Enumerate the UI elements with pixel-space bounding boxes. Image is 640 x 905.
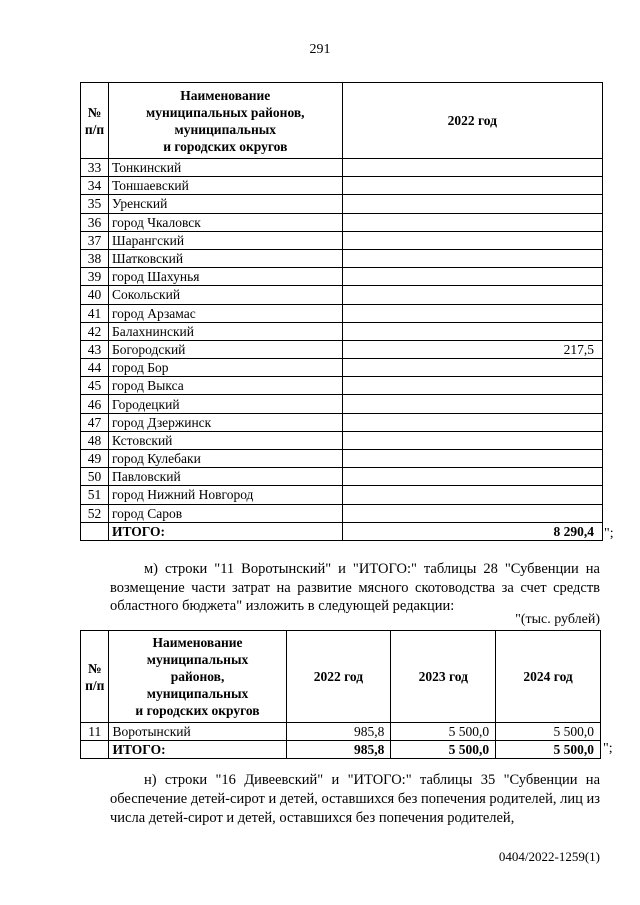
header-name: Наименование муниципальных районов, муниципальных и городских округов (109, 631, 286, 723)
row-value (342, 159, 602, 177)
row-number: 43 (81, 340, 109, 358)
row-value (342, 268, 602, 286)
row-number: 51 (81, 486, 109, 504)
total-value: 8 290,4 (342, 522, 602, 540)
row-value (342, 395, 602, 413)
row-name: город Кулебаки (108, 450, 342, 468)
row-value (342, 231, 602, 249)
row-name: Сокольский (108, 286, 342, 304)
paragraph-m: м) строки "11 Воротынский" и "ИТОГО:" таблицы 28 "Субвенции на возмещение части затрат на развитие мясного скотоводства за счет средств областного бюджета" изложить в следующей редакции: (110, 561, 600, 614)
row-name: город Шахунья (108, 268, 342, 286)
header-number: № п/п (81, 631, 109, 723)
row-name: Шарангский (108, 231, 342, 249)
table-row (81, 431, 603, 449)
table-row (81, 377, 603, 395)
row-number: 44 (81, 359, 109, 377)
row-value (342, 450, 602, 468)
row-value-2023: 5 500,0 (391, 723, 496, 741)
row-value (342, 468, 602, 486)
row-name: город Саров (108, 504, 342, 522)
row-name: город Бор (108, 359, 342, 377)
total-value-2024: 5 500,0 (496, 741, 601, 759)
page-number: 291 (309, 42, 331, 57)
row-name: город Нижний Новгород (108, 486, 342, 504)
row-value-2024: 5 500,0 (496, 723, 601, 741)
row-value: 217,5 (342, 340, 602, 358)
header-year-2023: 2023 год (391, 631, 496, 723)
row-name: Воротынский (109, 723, 286, 741)
row-number: 39 (81, 268, 109, 286)
row-value (342, 304, 602, 322)
header-year-2022: 2022 год (342, 83, 602, 159)
document-code: 0404/2022-1259(1) (498, 849, 600, 864)
row-value (342, 213, 602, 231)
row-number: 34 (81, 177, 109, 195)
table-row (81, 213, 603, 231)
row-name: город Арзамас (108, 304, 342, 322)
table-row (81, 468, 603, 486)
row-number: 36 (81, 213, 109, 231)
total-row (81, 741, 601, 759)
row-value (342, 322, 602, 340)
row-value (342, 504, 602, 522)
row-value-2022: 985,8 (286, 723, 391, 741)
table-row (81, 486, 603, 504)
table-row (81, 195, 603, 213)
table-row (81, 340, 603, 358)
subvention-table-cattle (80, 630, 601, 759)
row-name: Городецкий (108, 395, 342, 413)
table-row (81, 322, 603, 340)
table2-closing-quote: "; (603, 741, 613, 756)
row-name: Павловский (108, 468, 342, 486)
row-name: Шатковский (108, 249, 342, 267)
row-number: 50 (81, 468, 109, 486)
row-number: 33 (81, 159, 109, 177)
total-value-2023: 5 500,0 (391, 741, 496, 759)
total-number (81, 741, 109, 759)
units-label: "(тыс. рублей) (515, 612, 600, 627)
subvention-table-districts (80, 82, 603, 541)
row-name: город Дзержинск (108, 413, 342, 431)
total-value-2022: 985,8 (286, 741, 391, 759)
table-row (81, 504, 603, 522)
total-row (81, 522, 603, 540)
row-name: Тонкинский (108, 159, 342, 177)
header-year-2022: 2022 год (286, 631, 391, 723)
row-number: 37 (81, 231, 109, 249)
row-value (342, 377, 602, 395)
row-number: 11 (81, 723, 109, 741)
row-name: город Выкса (108, 377, 342, 395)
row-value (342, 359, 602, 377)
total-label: ИТОГО: (108, 522, 342, 540)
row-number: 40 (81, 286, 109, 304)
table-row (81, 304, 603, 322)
row-name: Уренский (108, 195, 342, 213)
row-number: 35 (81, 195, 109, 213)
row-name: город Чкаловск (108, 213, 342, 231)
row-name: Богородский (108, 340, 342, 358)
table-row (81, 231, 603, 249)
table-row (81, 249, 603, 267)
table-row (81, 177, 603, 195)
paragraph-n: н) строки "16 Дивеевский" и "ИТОГО:" таблицы 35 "Субвенции на обеспечение детей-сирот и детей, оставшихся без попечения родителей, лиц из числа детей-сирот и детей, оставшихся без попечения родителей, (110, 772, 600, 826)
table-row (81, 159, 603, 177)
table-row (81, 413, 603, 431)
row-number: 46 (81, 395, 109, 413)
row-name: Балахнинский (108, 322, 342, 340)
row-number: 52 (81, 504, 109, 522)
table-row (81, 286, 603, 304)
row-number: 45 (81, 377, 109, 395)
table-row (81, 450, 603, 468)
header-name: Наименование муниципальных районов, муниципальных и городских округов (108, 83, 342, 159)
row-value (342, 249, 602, 267)
row-number: 38 (81, 249, 109, 267)
table-row (81, 723, 601, 741)
table1-closing-quote: "; (604, 526, 614, 541)
row-value (342, 413, 602, 431)
row-value (342, 177, 602, 195)
row-name: Тоншаевский (108, 177, 342, 195)
header-number: № п/п (81, 83, 109, 159)
row-number: 47 (81, 413, 109, 431)
row-number: 49 (81, 450, 109, 468)
table-row (81, 268, 603, 286)
row-name: Кстовский (108, 431, 342, 449)
row-number: 48 (81, 431, 109, 449)
row-value (342, 286, 602, 304)
row-value (342, 195, 602, 213)
total-label: ИТОГО: (109, 741, 286, 759)
row-number: 41 (81, 304, 109, 322)
row-value (342, 431, 602, 449)
table-row (81, 359, 603, 377)
row-number: 42 (81, 322, 109, 340)
header-year-2024: 2024 год (496, 631, 601, 723)
table-row (81, 395, 603, 413)
total-number (81, 522, 109, 540)
row-value (342, 486, 602, 504)
